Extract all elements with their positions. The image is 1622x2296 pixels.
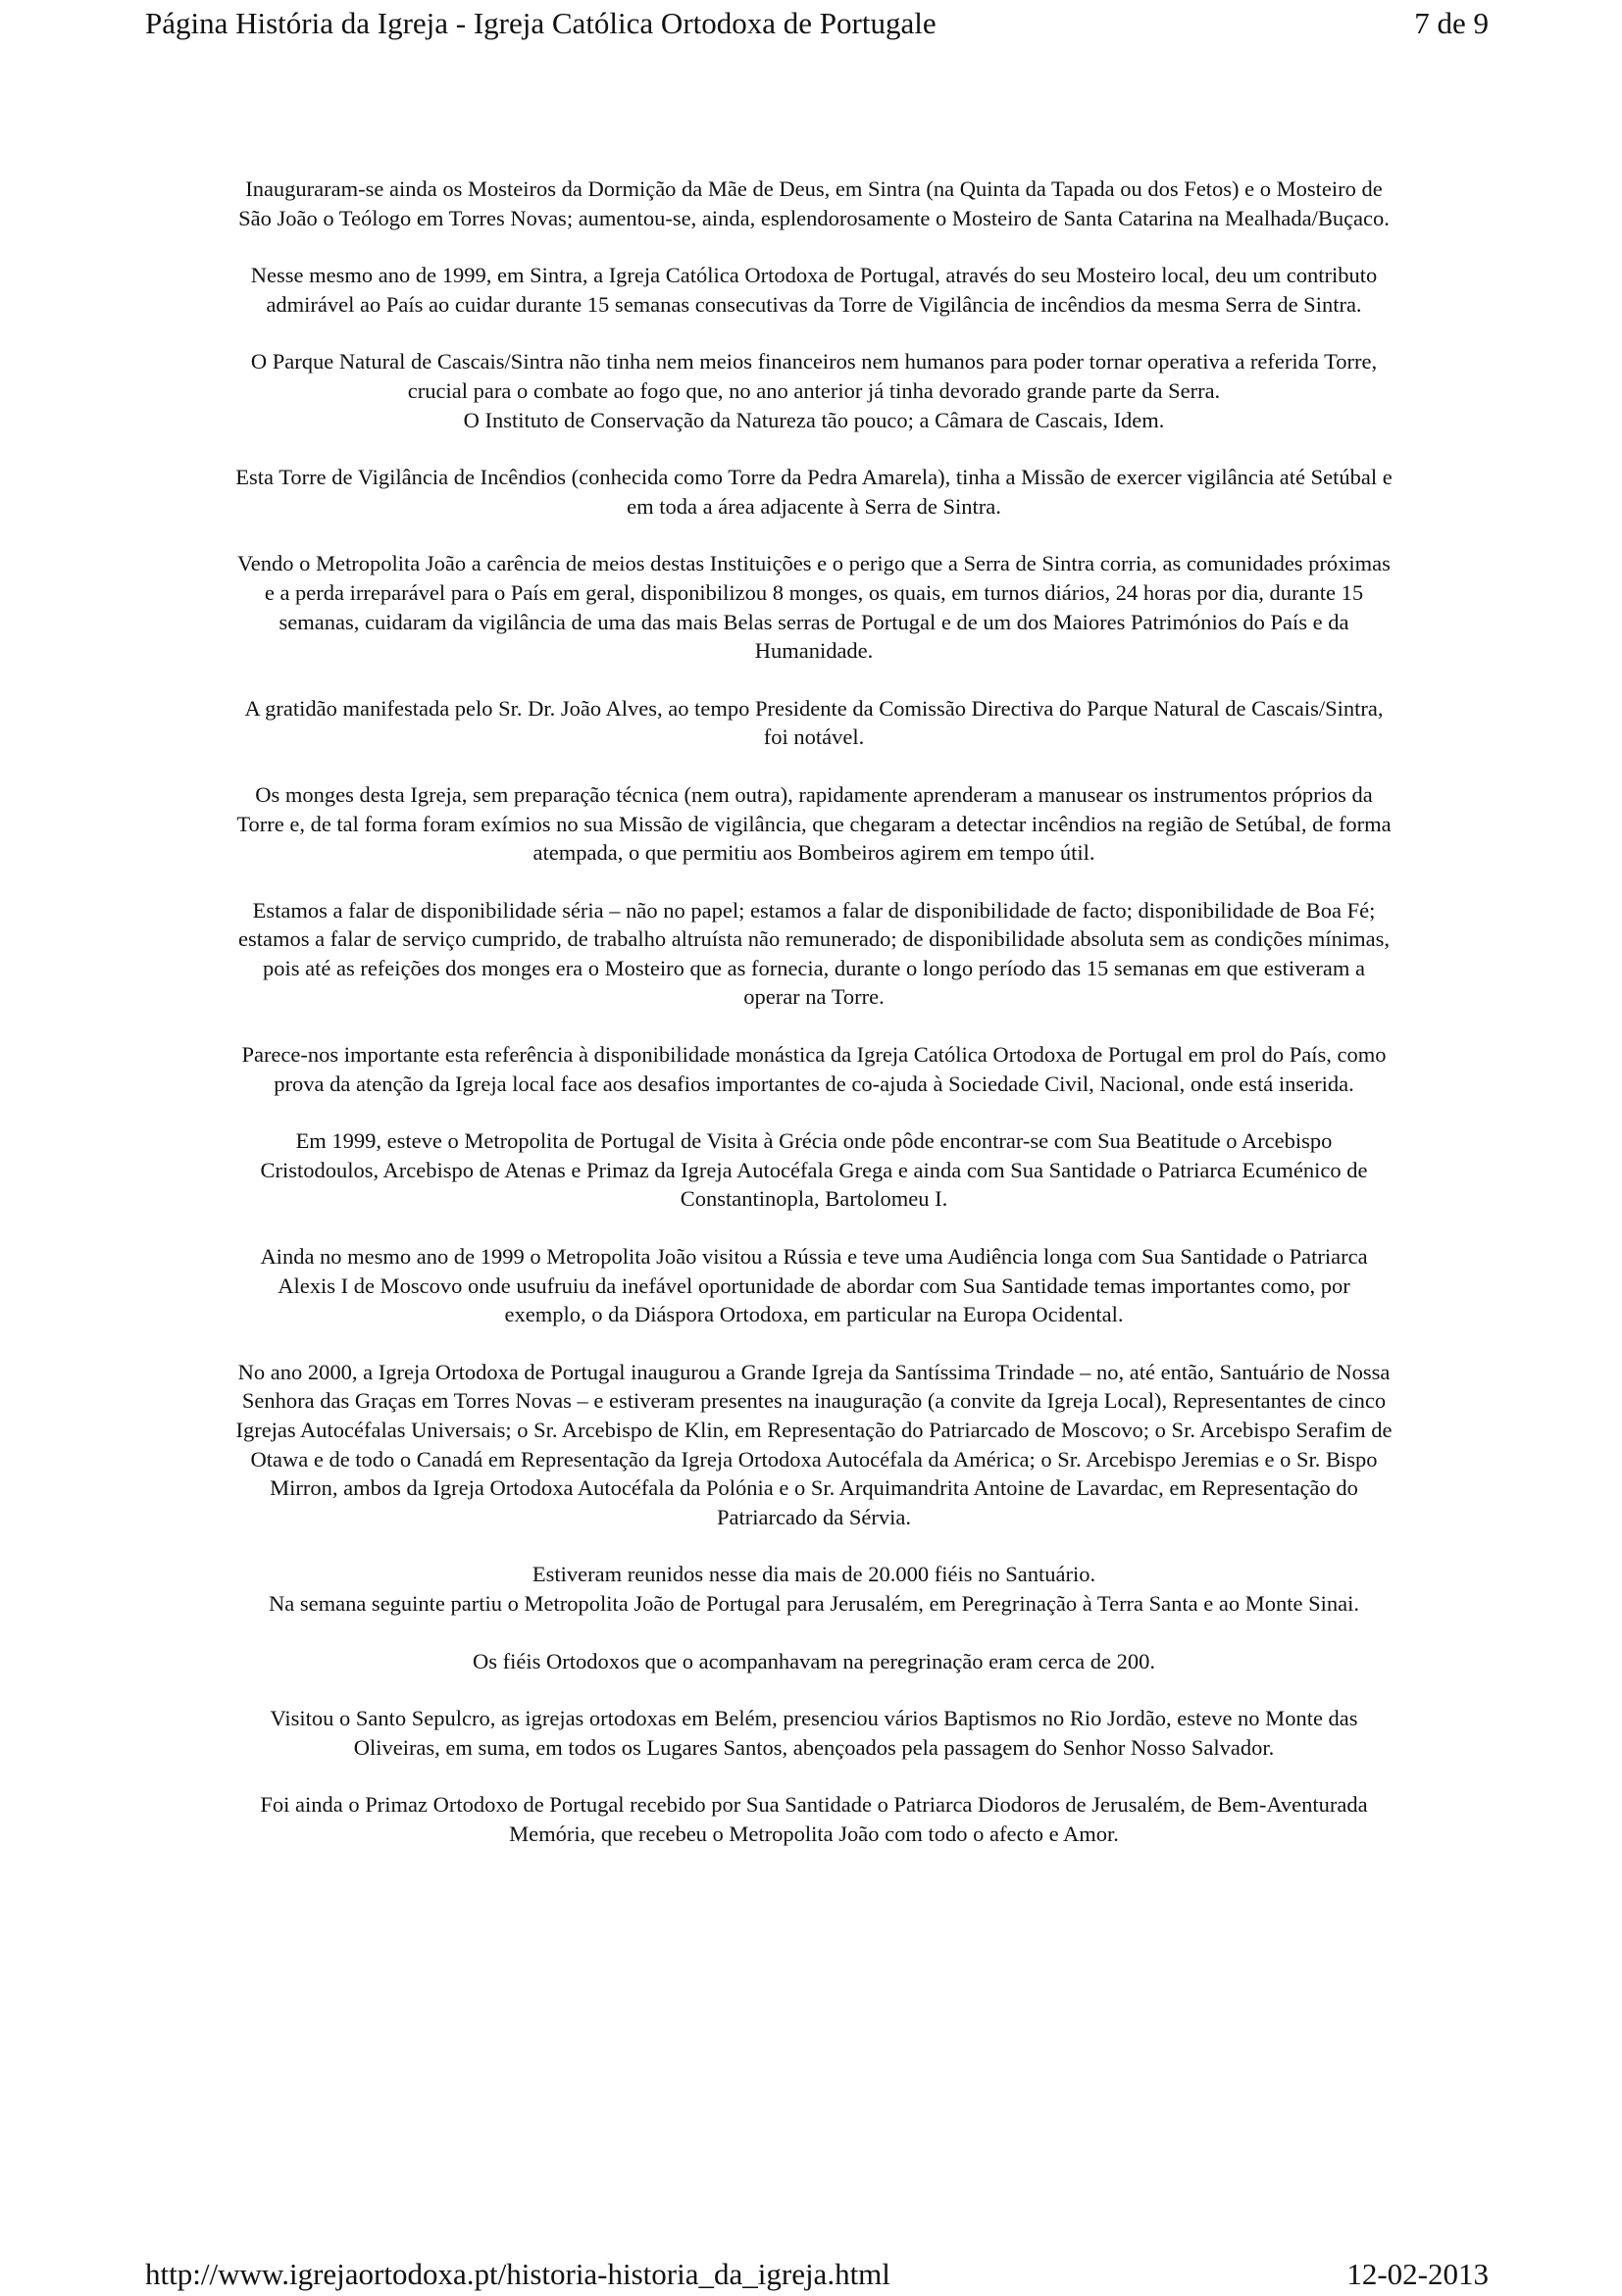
- article-paragraph: [235, 1704, 1393, 1762]
- article-paragraph: [235, 463, 1393, 521]
- paragraph-text: Visitou o Santo Sepulcro, as igrejas ortodoxas em Belém, presenciou vários Baptismos no Rio Jordão, esteve no Monte das Oliveiras, em suma, em todos os Lugares Santos, abençoados pela passagem do Senhor Nosso Salvador.: [270, 1706, 1358, 1760]
- paragraph-text: Inauguraram-se ainda os Mosteiros da Dormição da Mãe de Deus, em Sintra (na Quinta da Tapada ou dos Fetos) e o Mosteiro de São João o Teólogo em Torres Novas; aumentou-se, ainda, esplendorosamente o Mosteiro de Santa Catarina na Mealhada/Buçaco.: [238, 176, 1390, 230]
- paragraph-text: Parece-nos importante esta referência à disponibilidade monástica da Igreja Católica Ortodoxa de Portugal em prol do País, como prova da atenção da Igreja local face aos desafios importantes de co-ajuda à Sociedade Civil, Nacional, onde está inserida.: [241, 1042, 1387, 1096]
- paragraph-text: Vendo o Metropolita João a carência de meios destas Instituições e o perigo que a Serra de Sintra corria, as comunidades próximas e a perda irreparável para o País em geral, disponibilizou 8 monges, os quais, em turnos diários, 24 horas por dia, durante 15 semanas, cuidaram da vigilância de uma das mais Belas serras de Portugal e de um dos Maiores Patrimónios do País e da Humanidade.: [237, 551, 1391, 664]
- paragraph-text: Nesse mesmo ano de 1999, em Sintra, a Igreja Católica Ortodoxa de Portugal, através do seu Mosteiro local, deu um contributo admirável ao País ao cuidar durante 15 semanas consecutivas da Torre de Vigilância de incêndios da mesma Serra de Sintra.: [250, 263, 1378, 317]
- article-paragraph: [235, 1647, 1393, 1676]
- paragraph-text: Em 1999, esteve o Metropolita de Portugal de Visita à Grécia onde pôde encontrar-se com Sua Beatitude o Arcebispo Cristodoulos, Arcebispo de Atenas e Primaz da Igreja Autocéfala Grega e ainda com Sua Santidade o Patriarca Ecuménico de Constantinopla, Bartolomeu I.: [260, 1128, 1368, 1212]
- paragraph-text: O Instituto de Conservação da Natureza tão pouco; a Câmara de Cascais, Idem.: [463, 407, 1165, 432]
- paragraph-text: Os monges desta Igreja, sem preparação técnica (nem outra), rapidamente aprenderam a manusear os instrumentos próprios da Torre e, de tal forma foram exímios no sua Missão de vigilância, que chegaram a detectar incêndios na região de Setúbal, de forma atempada, o que permitiu aos Bombeiros agirem em tempo útil.: [236, 781, 1392, 866]
- paragraph-text: Estamos a falar de disponibilidade séria – não no papel; estamos a falar de disponibilidade de facto; disponibilidade de Boa Fé; estamos a falar de serviço cumprido, de trabalho altruísta não remunerado; de disponibilidade absoluta sem as condições mínimas, pois até as refeições dos monges era o Mosteiro que as fornecia, durante o longo período das 15 semanas em que estiveram a operar na Torre.: [237, 897, 1391, 1010]
- article-paragraph: [235, 347, 1393, 434]
- article-paragraph: [235, 1560, 1393, 1618]
- paragraph-text: A gratidão manifestada pelo Sr. Dr. João Alves, ao tempo Presidente da Comissão Directiva do Parque Natural de Cascais/Sintra, foi notável.: [244, 695, 1384, 750]
- paragraph-text: Ainda no mesmo ano de 1999 o Metropolita João visitou a Rússia e teve uma Audiência longa com Sua Santidade o Patriarca Alexis I de Moscovo onde usufruiu da inefável oportunidade de abordar com Sua Santidade temas importantes como, por exemplo, o da Diáspora Ortodoxa, em particular na Europa Ocidental.: [260, 1244, 1368, 1327]
- article-body: [235, 175, 1393, 1877]
- page-header: [145, 4, 1489, 47]
- paragraph-text: O Parque Natural de Cascais/Sintra não tinha nem meios financeiros nem humanos para poder tornar operativa a referida Torre, crucial para o combate ao fogo que, no ano anterior já tinha devorado grande parte da Serra.: [250, 349, 1378, 403]
- paragraph-text: Os fiéis Ortodoxos que o acompanhavam na peregrinação eram cerca de 200.: [473, 1648, 1155, 1673]
- paragraph-text: No ano 2000, a Igreja Ortodoxa de Portugal inaugurou a Grande Igreja da Santíssima Trindade – no, até então, Santuário de Nossa Senhora das Graças em Torres Novas – e estiveram presentes na inauguração (a convite da Igreja Local), Representantes de cinco Igrejas Autocéfalas Universais; o Sr. Arcebispo de Klin, em Representação do Patriarcado de Moscovo; o Sr. Arcebispo Serafim de Otawa e de todo o Canadá em Representação da Igreja Ortodoxa Autocéfala da América; o Sr. Arcebispo Jeremias e o Sr. Bispo Mirron, ambos da Igreja Ortodoxa Autocéfala da Polónia e o Sr. Arquimandrita Antoine de Lavardac, em Representação do Patriarcado da Sérvia.: [235, 1359, 1393, 1529]
- source-url: http://www.igrejaortodoxa.pt/historia-historia_da_igreja.html: [145, 2257, 890, 2291]
- article-paragraph: [235, 896, 1393, 1012]
- paragraph-text: Esta Torre de Vigilância de Incêndios (conhecida como Torre da Pedra Amarela), tinha a Missão de exercer vigilância até Setúbal e em toda a área adjacente à Serra de Sintra.: [235, 465, 1393, 519]
- paragraph-text: Foi ainda o Primaz Ortodoxo de Portugal recebido por Sua Santidade o Patriarca Diodoros de Jerusalém, de Bem-Aventurada Memória, que recebeu o Metropolita João com todo o afecto e Amor.: [260, 1792, 1368, 1846]
- paragraph-text: Na semana seguinte partiu o Metropolita João de Portugal para Jerusalém, em Peregrinação à Terra Santa e ao Monte Sinai.: [268, 1590, 1359, 1616]
- page-number: 7 de 9: [1414, 6, 1489, 40]
- article-paragraph: [235, 1126, 1393, 1214]
- article-paragraph: [235, 175, 1393, 232]
- article-paragraph: [235, 1790, 1393, 1848]
- article-paragraph: [235, 1242, 1393, 1329]
- paragraph-text: Estiveram reunidos nesse dia mais de 20.000 fiéis no Santuário.: [532, 1562, 1096, 1587]
- article-paragraph: [235, 694, 1393, 752]
- print-date: 12-02-2013: [1346, 2257, 1489, 2291]
- article-paragraph: [235, 549, 1393, 665]
- article-paragraph: [235, 261, 1393, 319]
- article-paragraph: [235, 780, 1393, 868]
- page-footer: [145, 2257, 1489, 2296]
- page-title: Página História da Igreja - Igreja Católica Ortodoxa de Portugale: [145, 6, 937, 40]
- article-paragraph: [235, 1040, 1393, 1098]
- article-paragraph: [235, 1358, 1393, 1532]
